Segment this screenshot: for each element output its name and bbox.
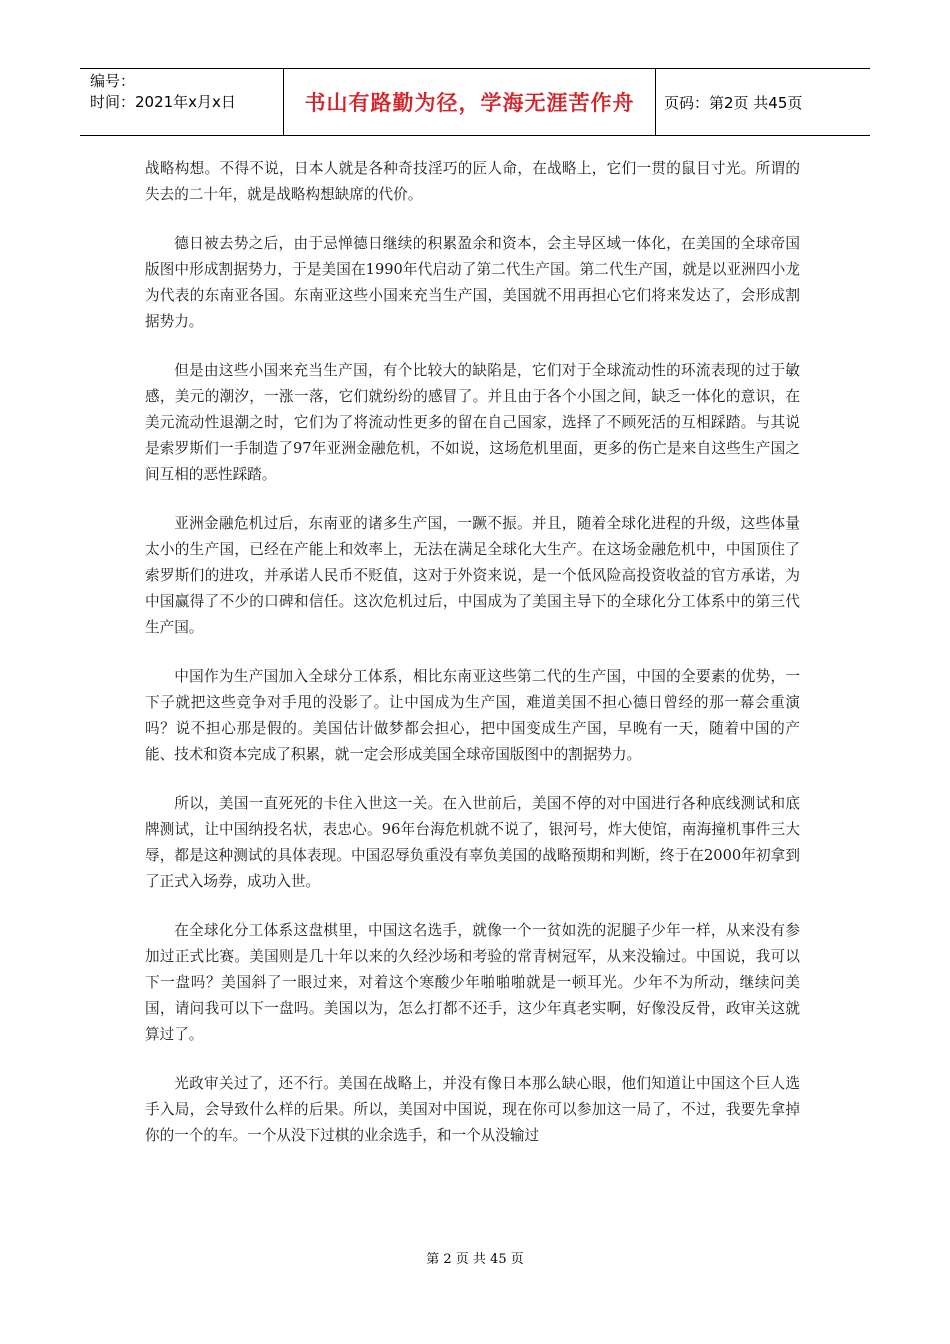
- paragraph: 在全球化分工体系这盘棋里，中国这名选手，就像一个一贫如洗的泥腿子少年一样，从来没有参加过正式比赛。美国则是几十年以来的久经沙场和考验的常青树冠军，从来没输过。中国说，我可以下一盘吗？美国斜了一眼过来，对着这个寒酸少年啪啪啪就是一顿耳光。少年不为所动，继续问美国，请问我可以下一盘吗。美国以为，怎么打都不还手，这少年真老实啊，好像没反骨，政审关这就算过了。: [145, 922, 800, 1043]
- page-footer: 第 2 页 共 45 页: [426, 1252, 524, 1267]
- document-body: [145, 156, 800, 1172]
- page-header: [80, 68, 870, 136]
- paragraph: 德日被去势之后，由于忌惮德日继续的积累盈余和资本，会主导区域一体化，在美国的全球帝国版图中形成割据势力，于是美国在1990年代启动了第二代生产国。第二代生产国，就是以亚洲四小龙为代表的东南亚各国。东南亚这些小国来充当生产国，美国就不用再担心它们将来发达了，会形成割据势力。: [145, 235, 800, 330]
- header-meta-cell: [80, 69, 284, 135]
- header-motto: 书山有路勤为径，学海无涯苦作舟: [284, 69, 656, 135]
- paragraph: 光政审关过了，还不行。美国在战略上，并没有像日本那么缺心眼，他们知道让中国这个巨人选手入局，会导致什么样的后果。所以，美国对中国说，现在你可以参加这一局了，不过，我要先拿掉你的一个的车。一个从没下过棋的业余选手，和一个从没输过: [145, 1075, 800, 1144]
- paragraph: 但是由这些小国来充当生产国，有个比较大的缺陷是，它们对于全球流动性的环流表现的过于敏感，美元的潮汐，一涨一落，它们就纷纷的感冒了。并且由于各个小国之间，缺乏一体化的意识，在美元流动性退潮之时，它们为了将流动性更多的留在自己国家，选择了不顾死活的互相踩踏。与其说是索罗斯们一手制造了97年亚洲金融危机，不如说，这场危机里面，更多的伤亡是来自这些生产国之间互相的恶性踩踏。: [145, 362, 800, 483]
- paragraph: 所以，美国一直死死的卡住入世这一关。在入世前后，美国不停的对中国进行各种底线测试和底牌测试，让中国纳投名状，表忠心。96年台海危机就不说了，银河号，炸大使馆，南海撞机事件三大辱，都是这种测试的具体表现。中国忍辱负重没有辜负美国的战略预期和判断，终于在2000年初拿到了正式入场券，成功入世。: [145, 795, 800, 890]
- paragraph: 亚洲金融危机过后，东南亚的诸多生产国，一蹶不振。并且，随着全球化进程的升级，这些体量太小的生产国，已经在产能上和效率上，无法在满足全球化大生产。在这场金融危机中，中国顶住了索罗斯们的进攻，并承诺人民币不贬值，这对于外资来说，是一个低风险高投资收益的官方承诺，为中国赢得了不少的口碑和信任。这次危机过后，中国成为了美国主导下的全球化分工体系中的第三代生产国。: [145, 515, 800, 636]
- document-date-label: 时间：2021年x月x日: [90, 93, 236, 111]
- document-number-label: 编号：: [90, 72, 136, 90]
- paragraph: 中国作为生产国加入全球分工体系，相比东南亚这些第二代的生产国，中国的全要素的优势，一下子就把这些竞争对手甩的没影了。让中国成为生产国，难道美国不担心德日曾经的那一幕会重演吗？说不担心那是假的。美国估计做梦都会担心，把中国变成生产国，早晚有一天，随着中国的产能、技术和资本完成了积累，就一定会形成美国全球帝国版图中的割据势力。: [145, 668, 800, 763]
- header-page-info: 页码：第2页 共45页: [664, 93, 803, 112]
- paragraph: 战略构想。不得不说，日本人就是各种奇技淫巧的匠人命，在战略上，它们一贯的鼠目寸光。所谓的失去的二十年，就是战略构想缺席的代价。: [145, 160, 800, 203]
